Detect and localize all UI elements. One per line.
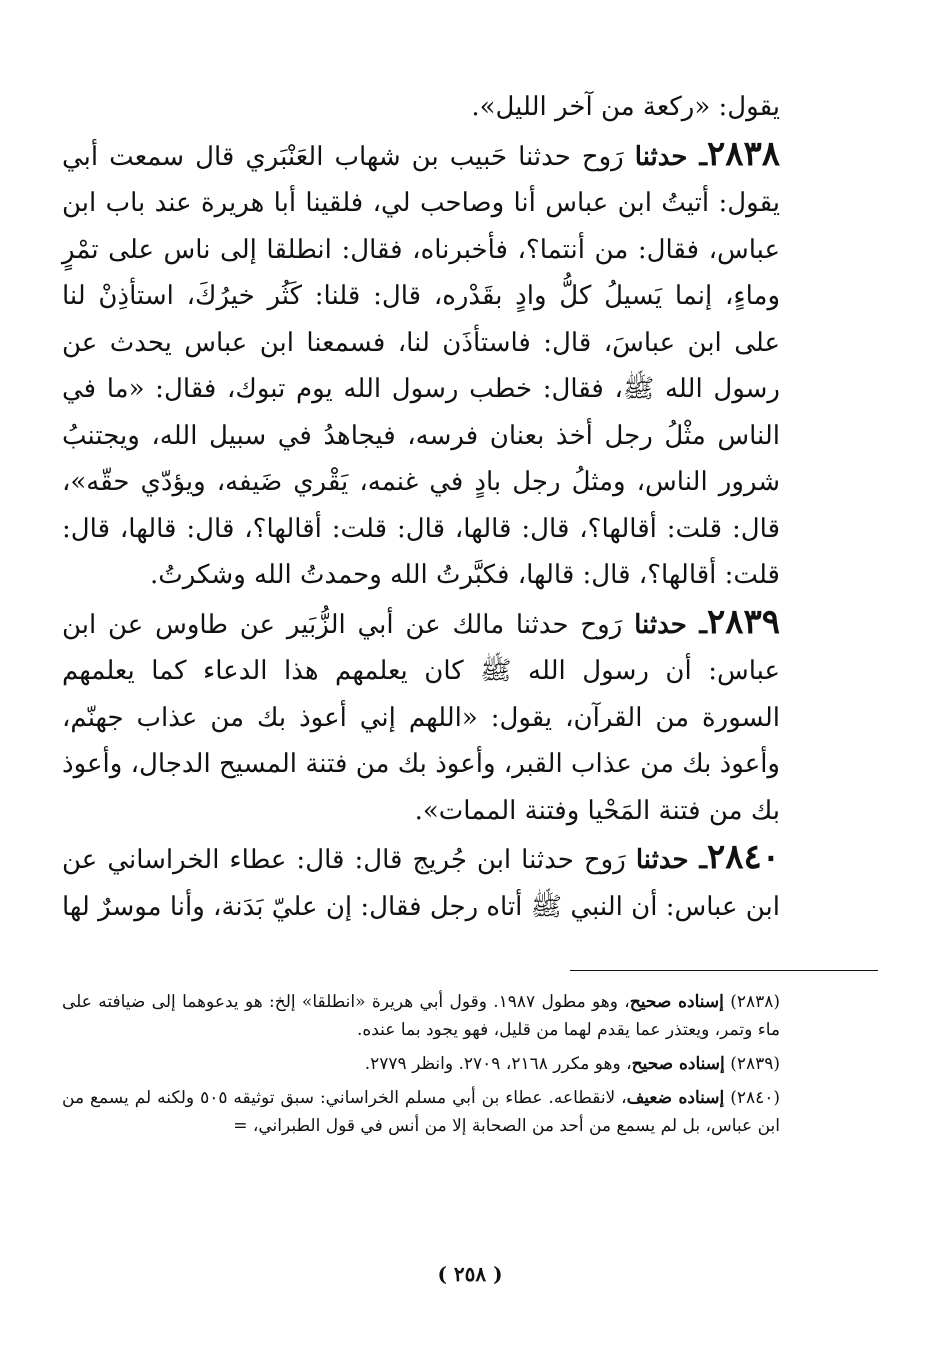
hadith-number: ٢٨٤٠	[706, 837, 781, 877]
hadith-text: رَوح حدثنا مالك عن أبي الزُّبَير عن طاوس عن ابن عباس: أن رسول الله ﷺ كان يعلمهم هذا الدعاء كما يعلمهم السورة من القرآن، يقول: «اللهم إني أعوذ بك من عذاب جهنّم، وأعوذ بك من عذاب القبر، وأعوذ بك من فتنة المسيح الدجال، وأعوذ بك من فتنة المَحْيا وفتنة الممات».	[62, 609, 780, 826]
hadith-text: رَوح حدثنا حَبيب بن شهاب العَنْبَري قال سمعت أبي يقول: أتيتُ ابن عباس أنا وصاحب لي، فلقينا أبا هريرة عند باب ابن عباس، فقال: من أنتما؟، فأخبرناه، فقال: انطلقا إلى ناس على تمْرٍ وماءٍ، إنما يَسيلُ كلُّ وادٍ بقَدْره، قال: قلنا: كَثُر خيرُكَ، استأذِنْ لنا على ابن عباسَ، قال: فاستأذَن لنا، فسمعنا ابن عباس يحدث عن رسول الله ﷺ، فقال: خطب رسول الله يوم تبوك، فقال: «ما في الناس مثْلُ رجل أخذ بعنان فرسه، فيجاهدُ في سبيل الله، ويجتنبُ شرور الناس، ومثلُ رجل بادٍ في غنمه، يَقْري ضَيفه، ويؤدّي حقّه»، قال: قلت: أقالها؟، قال: قالها، قال: قلت: أقالها؟، قال: قالها، قال: قلت: أقالها؟، قال: قالها، فكبَّرتُ الله وحمدتُ الله وشكرتُ.	[62, 141, 780, 590]
footnote-grade: إسناده صحيح	[631, 1054, 725, 1074]
page-number: ( ٢٥٨ )	[437, 1262, 503, 1286]
hadith-text: رَوح حدثنا ابن جُريج قال: قال: عطاء الخراساني عن ابن عباس: أن النبي ﷺ أتاه رجل فقال: إن عليّ بَدَنة، وأنا موسرٌ لها	[62, 845, 780, 922]
hadith-number: ٢٨٣٩	[706, 601, 781, 642]
intro-line: يقول: «ركعة من آخر الليل».	[471, 92, 780, 122]
hadith-2839: ٢٨٣٩ـ حدثنا رَوح حدثنا مالك عن أبي الزُّبَير عن طاوس عن ابن عباس: أن رسول الله ﷺ كان يعلمهم هذا الدعاء كما يعلمهم السورة من القرآن، يقول: «اللهم إني أعوذ بك من عذاب جهنّم، وأعوذ بك من عذاب القبر، وأعوذ بك من فتنة المسيح الدجال، وأعوذ بك من فتنة المَحْيا وفتنة الممات».	[62, 601, 781, 826]
main-text	[62, 84, 780, 930]
footnote-ref: (٢٨٤٠)	[730, 1088, 780, 1108]
footnote-grade: إسناده صحيح	[629, 992, 724, 1012]
hadith-lead: حدثنا	[634, 141, 688, 172]
footnote-divider	[570, 970, 878, 971]
footnote-2839	[62, 1050, 780, 1078]
footnote-2840	[62, 1084, 780, 1140]
hadith-2840: ٢٨٤٠ـ حدثنا رَوح حدثنا ابن جُريج قال: قال: عطاء الخراساني عن ابن عباس: أن النبي ﷺ أتاه رجل فقال: إن عليّ بَدَنة، وأنا موسرٌ لها	[62, 837, 781, 922]
hadith-lead: حدثنا	[634, 609, 687, 640]
footnotes	[62, 988, 780, 1146]
footnote-text: ، وهو مطول ١٩٨٧. وقول أبي هريرة «انطلقا» إلخ: هو يدعوهما إلى ضيافته على ماء وتمر، ويعتذر عما يقدم لهما من قليل، فهو يجود بما عنده.	[62, 992, 780, 1040]
footnote-ref: (٢٨٣٨)	[730, 992, 781, 1012]
footnote-2838	[62, 988, 780, 1044]
footnote-text: ، وهو مكرر ٢١٦٨، ٢٧٠٩. وانظر ٢٧٧٩.	[364, 1054, 632, 1074]
footnote-text: ، لانقطاعه. عطاء بن أبي مسلم الخراساني: سبق توثيقه ٥٠٥ ولكنه لم يسمع من ابن عباس، بل لم يسمع من أحد من الصحابة إلا من أنس في قول الطبراني، =	[62, 1088, 780, 1136]
footnote-grade: إسناده ضعيف	[626, 1088, 725, 1108]
hadith-lead: حدثنا	[635, 845, 689, 875]
hadith-number: ٢٨٣٨	[706, 133, 781, 174]
footnote-ref: (٢٨٣٩)	[730, 1054, 780, 1074]
hadith-2838: ٢٨٣٨ـ حدثنا رَوح حدثنا حَبيب بن شهاب العَنْبَري قال سمعت أبي يقول: أتيتُ ابن عباس أنا وصاحب لي، فلقينا أبا هريرة عند باب ابن عباس، فقال: من أنتما؟، فأخبرناه، فقال: انطلقا إلى ناس على تمْرٍ وماءٍ، إنما يَسيلُ كلُّ وادٍ بقَدْره، قال: قلنا: كَثُر خيرُكَ، استأذِنْ لنا على ابن عباسَ، قال: فاستأذَن لنا، فسمعنا ابن عباس يحدث عن رسول الله ﷺ، فقال: خطب رسول الله يوم تبوك، فقال: «ما في الناس مثْلُ رجل أخذ بعنان فرسه، فيجاهدُ في سبيل الله، ويجتنبُ شرور الناس، ومثلُ رجل بادٍ في غنمه، يَقْري ضَيفه، ويؤدّي حقّه»، قال: قلت: أقالها؟، قال: قالها، قال: قلت: أقالها؟، قال: قالها، قال: قلت: أقالها؟، قال: قالها، فكبَّرتُ الله وحمدتُ الله وشكرتُ.	[62, 133, 781, 590]
